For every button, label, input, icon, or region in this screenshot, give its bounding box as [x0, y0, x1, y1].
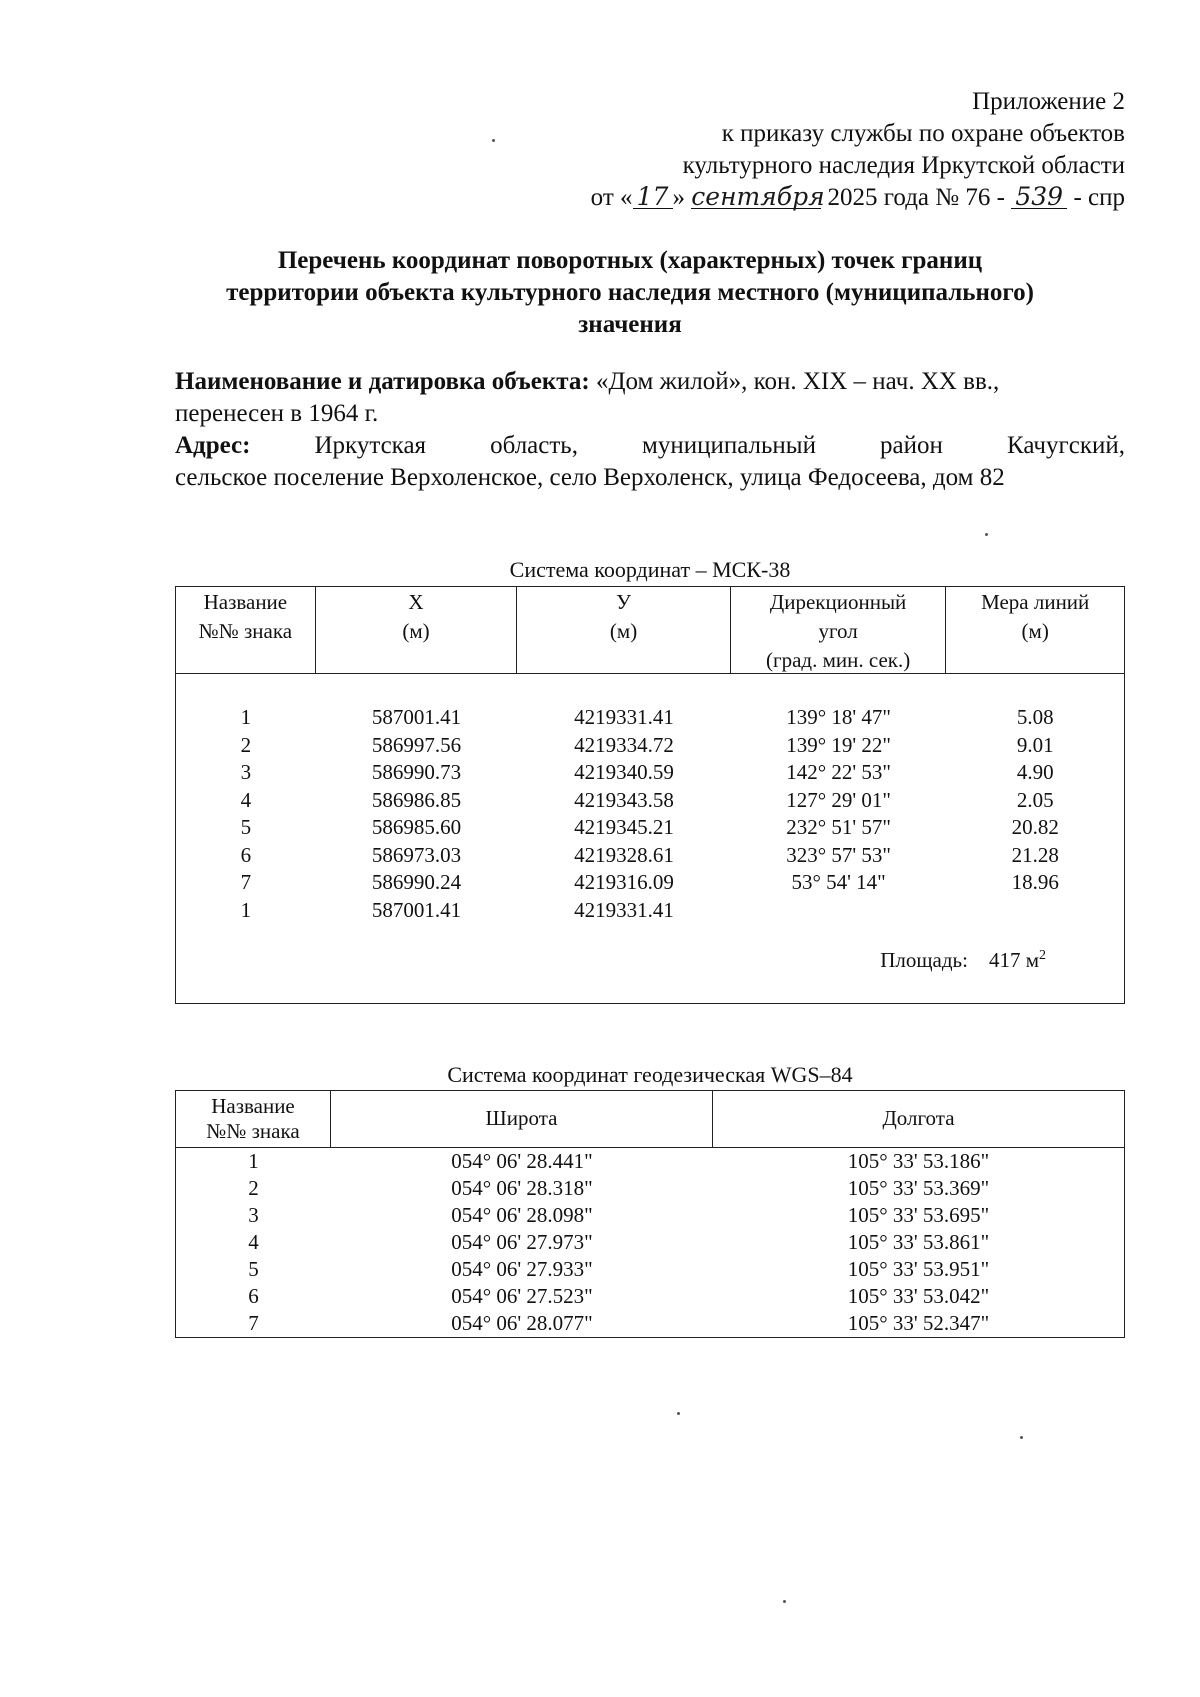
cell-point: 4 — [248, 1230, 259, 1254]
object-name-line-2: перенесен в 1964 г. — [175, 400, 379, 427]
wgs-coordinates-table — [175, 1090, 1125, 1338]
header-y — [517, 587, 731, 673]
cell-y: 4219334.72 — [574, 732, 674, 757]
cell-angle: 53° 54' 14" — [791, 870, 886, 894]
address-label: Адрес: — [175, 432, 251, 459]
header-x — [316, 587, 518, 673]
table-row — [176, 869, 1124, 897]
appendix-header — [591, 86, 1125, 214]
appendix-number: Приложение 2 — [972, 88, 1125, 115]
table-row — [176, 1229, 1124, 1256]
cell-length: 4.90 — [1016, 760, 1054, 784]
cell-angle: 142° 22' 53" — [786, 760, 891, 784]
cell-x: 586973.03 — [371, 842, 462, 867]
header-latitude: Широта — [331, 1091, 713, 1147]
table-row — [176, 759, 1124, 787]
cell-y: 4219343.58 — [574, 787, 674, 812]
cell-longitude: 105° 33' 53.042" — [847, 1284, 990, 1308]
object-info — [175, 366, 1125, 494]
cell-longitude: 105° 33' 52.347" — [847, 1311, 990, 1335]
table-row — [176, 787, 1124, 815]
cell-point: 6 — [240, 842, 252, 867]
cell-x: 586990.73 — [371, 760, 462, 784]
cell-x: 586997.56 — [371, 732, 462, 757]
cell-length: 2.05 — [1016, 787, 1054, 812]
wgs-table-body — [176, 1148, 1124, 1337]
cell-y: 4219331.41 — [574, 705, 674, 729]
cell-length: 18.96 — [1011, 870, 1059, 894]
table-row — [176, 732, 1124, 760]
cell-angle: 232° 51' 57" — [786, 815, 891, 839]
wgs-table-caption: Система координат геодезическая WGS–84 — [447, 1062, 853, 1087]
header-text: (м) — [1021, 619, 1049, 643]
table-row — [176, 897, 1124, 925]
cell-point: 7 — [248, 1311, 259, 1335]
cell-longitude: 105° 33' 53.951" — [847, 1257, 990, 1281]
cell-point: 1 — [240, 897, 252, 922]
address-word: Качугский, — [1006, 432, 1125, 459]
msk-table-caption: Система координат – МСК-38 — [509, 557, 791, 582]
area-value: 417 м — [988, 948, 1039, 972]
cell-latitude: 054° 06' 27.523" — [451, 1284, 593, 1308]
cell-latitude: 054° 06' 27.933" — [451, 1257, 593, 1281]
address-word: Иркутская — [314, 432, 427, 459]
header-text: Дирекционный — [769, 590, 907, 614]
address-word: муниципальный — [642, 432, 816, 459]
title-line-2: территории объекта культурного наследия местного (муниципального) — [226, 279, 1034, 306]
msk-table-body — [176, 704, 1124, 924]
cell-longitude: 105° 33' 53.369" — [847, 1176, 990, 1200]
cell-latitude: 054° 06' 28.318" — [451, 1176, 593, 1200]
area-unit-superscript: 2 — [1039, 948, 1046, 963]
header-direction-angle — [731, 587, 947, 673]
cell-latitude: 054° 06' 28.098" — [451, 1203, 593, 1227]
table-row — [176, 1175, 1124, 1202]
header-text: Название — [203, 590, 288, 614]
handwritten-order-number: 539 — [1011, 186, 1067, 209]
cell-longitude: 105° 33' 53.186" — [847, 1149, 990, 1173]
address-line-2: сельское поселение Верхоленское, село Верхоленск, улица Федосеева, дом 82 — [175, 464, 1005, 491]
document-title — [140, 245, 1120, 341]
cell-y: 4219331.41 — [574, 897, 674, 922]
header-point-name — [176, 1091, 331, 1147]
msk-table-header — [176, 587, 1124, 674]
cell-longitude: 105° 33' 53.695" — [847, 1203, 990, 1227]
cell-y: 4219316.09 — [574, 870, 674, 894]
date-quote-close: » — [672, 184, 686, 211]
cell-point: 5 — [240, 815, 252, 839]
handwritten-month: сентября — [691, 182, 825, 211]
cell-point: 1 — [248, 1149, 259, 1173]
header-text: (м) — [609, 619, 638, 643]
cell-point: 2 — [240, 732, 252, 757]
order-reference-line: к приказу службы по охране объектов — [721, 120, 1125, 147]
cell-point: 5 — [248, 1257, 259, 1281]
cell-angle: 127° 29' 01" — [786, 787, 891, 812]
scan-speck — [1020, 1436, 1023, 1439]
scan-speck — [492, 139, 495, 142]
cell-angle: 323° 57' 53" — [786, 842, 891, 867]
cell-latitude: 054° 06' 28.077" — [451, 1311, 593, 1335]
cell-angle — [731, 897, 947, 925]
cell-angle: 139° 19' 22" — [786, 732, 891, 757]
cell-latitude: 054° 06' 28.441" — [451, 1149, 593, 1173]
wgs-table-header — [176, 1091, 1124, 1148]
header-text: Название — [211, 1094, 295, 1118]
area-total — [880, 948, 1046, 973]
cell-x: 586986.85 — [371, 787, 462, 812]
scan-speck — [783, 1600, 786, 1603]
address-word: область, — [490, 432, 578, 459]
cell-point: 3 — [248, 1203, 259, 1227]
cell-length: 9.01 — [1016, 732, 1054, 757]
cell-length: 5.08 — [1016, 705, 1054, 729]
cell-angle: 139° 18' 47" — [786, 705, 891, 729]
date-prefix: от « — [590, 184, 633, 211]
scan-speck — [985, 533, 988, 536]
header-text: Мера линий — [981, 590, 1090, 614]
address-line — [175, 430, 1125, 462]
header-text: (град. мин. сек.) — [765, 648, 911, 672]
cell-point: 2 — [248, 1176, 259, 1200]
object-name-value: «Дом жилой», кон. XIX – нач. XX вв., — [595, 368, 1000, 395]
order-date-line — [591, 182, 1125, 214]
cell-point: 4 — [240, 787, 252, 812]
cell-length: 20.82 — [1011, 815, 1059, 839]
cell-point: 7 — [240, 870, 252, 894]
cell-point: 3 — [240, 760, 252, 784]
table-row — [176, 842, 1124, 870]
title-line-1: Перечень координат поворотных (характерных) точек границ — [277, 247, 983, 274]
cell-x: 587001.41 — [371, 705, 462, 729]
scan-speck — [677, 1412, 680, 1415]
cell-y: 4219345.21 — [574, 815, 674, 839]
cell-x: 586985.60 — [371, 815, 462, 839]
cell-y: 4219328.61 — [574, 842, 674, 867]
header-text: №№ знака — [198, 619, 293, 643]
handwritten-day: 17 — [633, 186, 673, 209]
area-label: Площадь: — [880, 948, 968, 972]
address-word: район — [880, 432, 943, 459]
cell-y: 4219340.59 — [574, 760, 674, 784]
order-suffix: - спр — [1073, 184, 1125, 211]
cell-length — [946, 897, 1124, 925]
header-text: №№ знака — [206, 1119, 300, 1143]
cell-x: 586990.24 — [371, 870, 462, 894]
cell-point: 6 — [248, 1284, 259, 1308]
agency-line: культурного наследия Иркутской области — [682, 152, 1125, 179]
table-row — [176, 704, 1124, 732]
header-text: У — [616, 590, 631, 614]
table-row — [176, 1202, 1124, 1229]
title-line-3: значения — [578, 311, 682, 338]
header-text: угол — [818, 619, 858, 643]
cell-longitude: 105° 33' 53.861" — [847, 1230, 990, 1254]
table-row — [176, 814, 1124, 842]
table-row — [176, 1256, 1124, 1283]
object-name-label: Наименование и датировка объекта: — [175, 368, 590, 395]
header-longitude: Долгота — [882, 1106, 955, 1130]
object-name-line — [175, 366, 1125, 398]
cell-x: 587001.41 — [371, 897, 462, 922]
table-row — [176, 1283, 1124, 1310]
header-point-name — [176, 587, 316, 673]
cell-length: 21.28 — [1011, 842, 1059, 867]
cell-point: 1 — [240, 705, 252, 729]
table-row — [176, 1310, 1124, 1337]
header-text: X — [408, 590, 424, 614]
msk-coordinates-table — [175, 586, 1125, 1004]
table-row — [176, 1148, 1124, 1175]
header-line-length — [946, 587, 1124, 673]
order-year-number: 2025 года № 76 - — [827, 184, 1005, 211]
header-text: (м) — [402, 619, 430, 643]
cell-latitude: 054° 06' 27.973" — [451, 1230, 593, 1254]
